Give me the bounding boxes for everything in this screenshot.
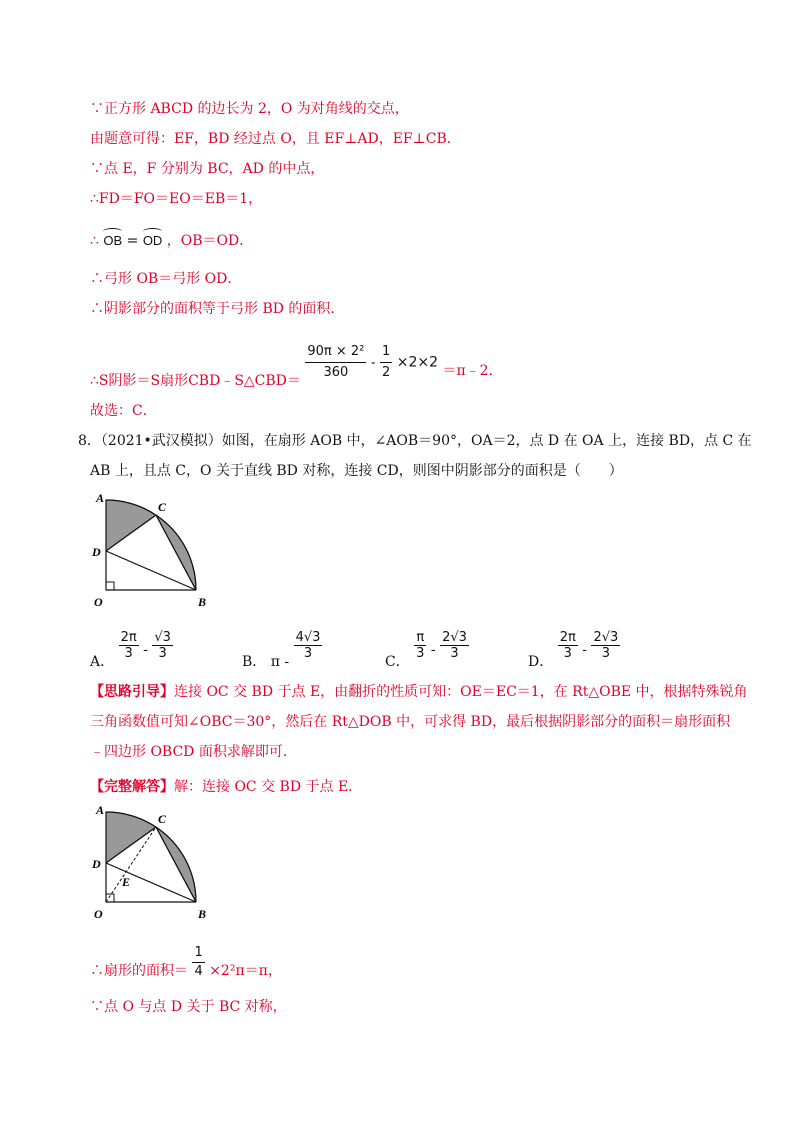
question-figure <box>86 488 226 614</box>
solution-line-7: ∴阴影部分的面积等于弓形 BD 的面积． <box>90 301 345 317</box>
option-c-den-2: 3 <box>450 646 459 661</box>
option-b-num: 4√3 <box>295 630 321 645</box>
solution-label-b: B <box>198 907 207 921</box>
solution-label-d: D <box>92 857 101 871</box>
label-o: O <box>94 595 103 609</box>
option-a[interactable] <box>90 630 173 670</box>
hint-line-1 <box>90 683 748 701</box>
option-a-minus: - <box>143 641 148 658</box>
option-c-fraction-1 <box>414 630 426 661</box>
question-8-line-2: AB 上，且点 C，O 关于直线 BD 对称，连接 CD，则图中阴影部分的面积是（ ） <box>90 463 623 479</box>
formula-minus: - <box>370 354 376 371</box>
solution-label-a: A <box>96 803 105 817</box>
question-8-line-1: 8．（2021•武汉模拟）如图，在扇形 AOB 中，∠AOB＝90°，OA＝2，点 D 在 OA 上，连接 BD，点 C 在 <box>78 433 752 449</box>
sector-fraction <box>305 342 366 383</box>
solution-line-1: ∵正方形 ABCD 的边长为 2，O 为对角线的交点， <box>90 101 409 117</box>
solution-line-8 <box>90 342 503 389</box>
solution-line-6: ∴弓形 OB＝弓形 OD． <box>90 271 242 287</box>
label-b: B <box>198 595 207 609</box>
option-a-num-2: √3 <box>154 630 171 645</box>
option-d-fraction-2 <box>591 630 620 661</box>
option-a-label: A． <box>90 653 115 670</box>
therefore-symbol: ∴ <box>90 233 99 249</box>
label-c: C <box>158 500 167 514</box>
quarter-fraction <box>192 944 204 981</box>
option-d-minus: - <box>582 641 587 658</box>
option-a-num-1: 2π <box>120 630 137 645</box>
segment-cb <box>156 515 196 590</box>
option-c-fraction-2 <box>440 630 469 661</box>
option-c-num-1: π <box>414 630 426 646</box>
solution-line-2: 由题意可得：EF，BD 经过点 O，且 EF⊥AD，EF⊥CB． <box>90 131 461 147</box>
option-c-num-2: 2√3 <box>442 630 467 645</box>
hint-line-2: 三角函数值可知∠OBC＝30°，然后在 Rt△DOB 中，可求得 BD，最后根据阴影部分的面积＝扇形面积 <box>90 714 731 730</box>
arc-conclusion: ，OB＝OD． <box>166 233 254 249</box>
sector-area-prefix: ∴扇形的面积＝ <box>90 962 188 979</box>
sector-area-suffix: ×2²π＝π， <box>209 962 282 979</box>
area-formula-prefix: ∴S阴影＝S扇形CBD﹣S△CBD＝ <box>90 372 301 389</box>
solution-label-o: O <box>94 907 103 921</box>
option-c-label: C． <box>385 653 410 670</box>
option-b-pi: π - <box>270 653 290 670</box>
shaded-region-top <box>106 500 156 551</box>
half-fraction <box>380 342 392 383</box>
solution-line-4: ∴FD＝FO＝EO＝EB＝1， <box>90 191 263 207</box>
option-a-fraction-1 <box>119 630 139 661</box>
solution-line-9: 故选：C． <box>90 403 157 419</box>
label-a: A <box>96 491 105 505</box>
answer-intro: 解：连接 OC 交 BD 于点 E． <box>174 779 363 795</box>
option-a-den-1: 3 <box>124 646 133 661</box>
label-d: D <box>92 545 101 559</box>
sector-numerator: 90π × 2² <box>305 342 366 363</box>
hint-tag: 【思路引导】 <box>90 684 174 700</box>
option-d-den-1: 3 <box>563 646 572 661</box>
answer-last-line: ∵点 O 与点 D 关于 BC 对称， <box>90 999 287 1015</box>
solution-figure <box>86 800 226 926</box>
arc-od: OD <box>142 233 163 248</box>
option-d[interactable] <box>528 630 620 670</box>
formula-times: ×2×2 <box>396 354 439 371</box>
solution-label-c: C <box>158 812 167 826</box>
half-numerator: 1 <box>380 342 392 363</box>
solution-segment-cb <box>156 827 196 902</box>
option-b-den: 3 <box>303 646 313 661</box>
option-c[interactable] <box>385 630 469 670</box>
answer-intro-line <box>90 778 362 796</box>
option-d-den-2: 3 <box>601 646 610 661</box>
arc-equals: = <box>126 233 139 249</box>
answer-tag: 【完整解答】 <box>90 779 174 795</box>
option-d-fraction-1 <box>558 630 578 661</box>
hint-line-3: ﹣四边形 OBCD 面积求解即可． <box>90 744 297 760</box>
solution-line-5 <box>90 232 253 250</box>
option-c-minus: - <box>430 641 436 658</box>
option-d-label: D． <box>528 653 554 670</box>
option-b[interactable] <box>242 630 322 670</box>
sector-denominator: 360 <box>323 365 349 380</box>
right-angle-mark <box>106 582 114 590</box>
sector-area-line <box>90 944 282 981</box>
option-d-num-2: 2√3 <box>593 630 619 645</box>
option-c-den-1: 3 <box>416 646 425 661</box>
arc-ob: OB <box>103 233 123 248</box>
half-denominator: 2 <box>382 365 391 380</box>
quarter-numerator: 1 <box>192 944 204 963</box>
option-b-fraction <box>294 630 323 661</box>
quarter-denominator: 4 <box>194 964 203 979</box>
option-a-den-2: 3 <box>158 646 167 661</box>
hint-text-1: 连接 OC 交 BD 于点 E，由翻折的性质可知：OE＝EC＝1，在 Rt△OBE 中，根据特殊锐角 <box>174 684 748 700</box>
solution-line-3: ∵点 E，F 分别为 BC，AD 的中点， <box>90 161 325 177</box>
formula-result: ＝π﹣2． <box>442 362 503 379</box>
option-b-label: B． <box>242 653 267 670</box>
option-a-fraction-2 <box>152 630 173 661</box>
option-d-num-1: 2π <box>559 630 576 645</box>
solution-label-e: E <box>122 875 131 889</box>
